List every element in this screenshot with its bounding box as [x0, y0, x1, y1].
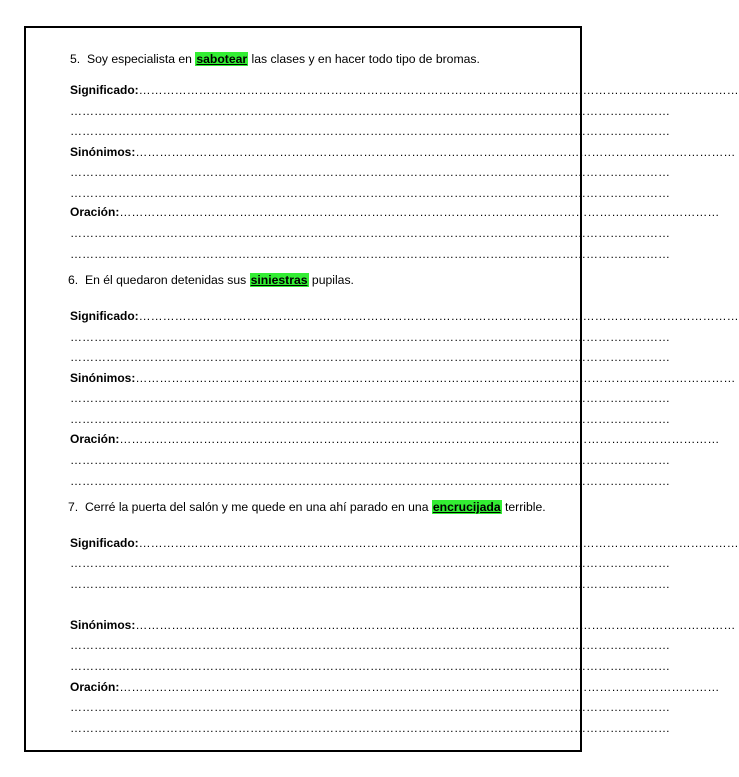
dotted-line: …………………………………………………………………………………………………………………………………… — [119, 680, 720, 694]
oracion-label: Oración: — [70, 432, 120, 446]
significado-line[interactable] — [70, 536, 739, 550]
significado-line[interactable] — [70, 309, 739, 323]
answer-line[interactable] — [70, 721, 670, 735]
dotted-line: …………………………………………………………………………………………………………………………………… — [135, 371, 736, 385]
significado-label: Significado: — [70, 309, 139, 323]
dotted-line: …………………………………………………………………………………………………………………………………… — [138, 83, 739, 97]
keyword-highlight: encrucijada — [432, 500, 501, 514]
oracion-line[interactable] — [70, 680, 720, 694]
answer-line[interactable] — [70, 638, 670, 652]
oracion-line[interactable] — [70, 205, 720, 219]
dotted-line: …………………………………………………………………………………………………………………………………… — [70, 474, 670, 488]
sentence-before: Soy especialista en — [86, 52, 196, 66]
dotted-line: …………………………………………………………………………………………………………………………………… — [70, 412, 670, 426]
answer-line[interactable] — [70, 659, 670, 673]
answer-line[interactable] — [70, 247, 670, 261]
sinonimos-line[interactable] — [70, 145, 736, 159]
dotted-line: …………………………………………………………………………………………………………………………………… — [135, 618, 736, 632]
dotted-line: …………………………………………………………………………………………………………………………………… — [70, 721, 670, 735]
sentence-5 — [70, 52, 480, 66]
dotted-line: …………………………………………………………………………………………………………………………………… — [70, 638, 670, 652]
answer-line[interactable] — [70, 330, 670, 344]
dotted-line: …………………………………………………………………………………………………………………………………… — [119, 432, 720, 446]
oracion-label: Oración: — [70, 680, 120, 694]
dotted-line: …………………………………………………………………………………………………………………………………… — [119, 205, 720, 219]
dotted-line: …………………………………………………………………………………………………………………………………… — [70, 453, 670, 467]
dotted-line: …………………………………………………………………………………………………………………………………… — [70, 659, 670, 673]
dotted-line: …………………………………………………………………………………………………………………………………… — [70, 165, 670, 179]
sentence-before: Cerré la puerta del salón y me quede en una ahí parado en una — [84, 500, 432, 514]
dotted-line: …………………………………………………………………………………………………………………………………… — [70, 391, 670, 405]
answer-line[interactable] — [70, 577, 670, 591]
sentence-after: pupilas. — [308, 273, 354, 287]
sentence-after: las clases y en hacer todo tipo de bromas. — [248, 52, 480, 66]
answer-line[interactable] — [70, 700, 670, 714]
sentence-after: terrible. — [501, 500, 546, 514]
significado-line[interactable] — [70, 83, 739, 97]
answer-line[interactable] — [70, 556, 670, 570]
sentence-7 — [68, 500, 546, 514]
answer-line[interactable] — [70, 186, 670, 200]
answer-line[interactable] — [70, 104, 670, 118]
dotted-line: …………………………………………………………………………………………………………………………………… — [138, 536, 739, 550]
sinonimos-label: Sinónimos: — [70, 371, 136, 385]
sentence-before: En él quedaron detenidas sus — [84, 273, 250, 287]
dotted-line: …………………………………………………………………………………………………………………………………… — [135, 145, 736, 159]
answer-line[interactable] — [70, 412, 670, 426]
answer-line[interactable] — [70, 391, 670, 405]
sinonimos-line[interactable] — [70, 618, 736, 632]
dotted-line: …………………………………………………………………………………………………………………………………… — [70, 186, 670, 200]
dotted-line: …………………………………………………………………………………………………………………………………… — [70, 104, 670, 118]
answer-line[interactable] — [70, 124, 670, 138]
item-number: 5. — [70, 52, 81, 66]
answer-line[interactable] — [70, 165, 670, 179]
dotted-line: …………………………………………………………………………………………………………………………………… — [70, 556, 670, 570]
dotted-line: …………………………………………………………………………………………………………………………………… — [70, 577, 670, 591]
oracion-line[interactable] — [70, 432, 720, 446]
keyword-highlight: siniestras — [250, 273, 308, 287]
dotted-line: …………………………………………………………………………………………………………………………………… — [70, 350, 670, 364]
significado-label: Significado: — [70, 83, 139, 97]
sinonimos-line[interactable] — [70, 371, 736, 385]
oracion-label: Oración: — [70, 205, 120, 219]
answer-line[interactable] — [70, 350, 670, 364]
sinonimos-label: Sinónimos: — [70, 145, 136, 159]
item-number: 6. — [68, 273, 79, 287]
answer-line[interactable] — [70, 474, 670, 488]
item-number: 7. — [68, 500, 79, 514]
significado-label: Significado: — [70, 536, 139, 550]
dotted-line: …………………………………………………………………………………………………………………………………… — [70, 247, 670, 261]
answer-line[interactable] — [70, 453, 670, 467]
dotted-line: …………………………………………………………………………………………………………………………………… — [70, 330, 670, 344]
dotted-line: …………………………………………………………………………………………………………………………………… — [70, 124, 670, 138]
sinonimos-label: Sinónimos: — [70, 618, 136, 632]
dotted-line: …………………………………………………………………………………………………………………………………… — [70, 700, 670, 714]
dotted-line: …………………………………………………………………………………………………………………………………… — [70, 226, 670, 240]
dotted-line: …………………………………………………………………………………………………………………………………… — [138, 309, 739, 323]
keyword-highlight: sabotear — [196, 52, 248, 66]
sentence-6 — [68, 273, 354, 287]
answer-line[interactable] — [70, 226, 670, 240]
